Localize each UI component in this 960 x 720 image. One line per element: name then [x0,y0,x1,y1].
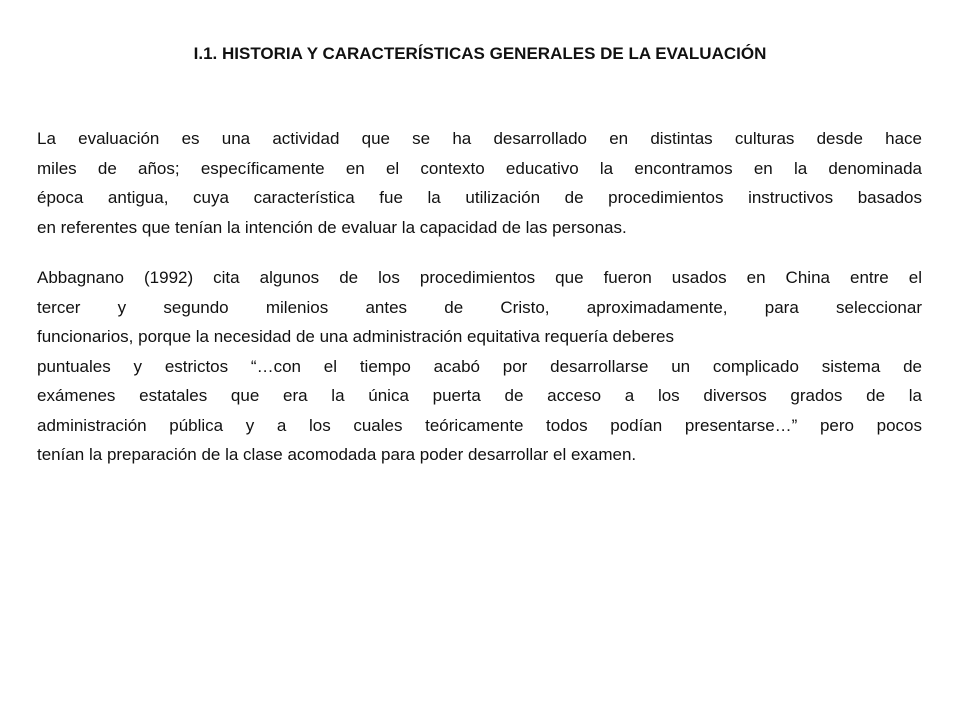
paragraph-1-line-1: La evaluación es una actividad que se ha desarrollado en distintas culturas desde hace [37,129,922,148]
paragraph-2-line-4: puntuales y estrictos “…con el tiempo acabó por desarrollarse un complicado sistema de [37,356,922,376]
paragraph-2 [37,263,922,470]
paragraph-1-line-3: época antigua, cuya característica fue la utilización de procedimientos instructivos basados [37,188,922,207]
paragraph-2-line-3: funcionarios, porque la necesidad de una administración equitativa requería deberes [37,327,674,346]
paragraph-2-line-7: tenían la preparación de la clase acomodada para poder desarrollar el examen. [37,445,637,464]
paragraph-2-line-1: Abbagnano (1992) cita algunos de los procedimientos que fueron usados en China entre el [37,268,922,287]
paragraph-1 [37,124,922,242]
body-text [37,124,922,470]
paragraph-1-line-2: miles de años; específicamente en el contexto educativo la encontramos en la denominada [37,158,922,178]
paragraph-2-line-5: exámenes estatales que era la única puerta de acceso a los diversos grados de la [37,386,922,405]
paragraph-2-line-6: administración pública y a los cuales teóricamente todos podían presentarse…” pero pocos [37,415,922,435]
page-title: I.1. HISTORIA Y CARACTERÍSTICAS GENERALES DE LA EVALUACIÓN [193,44,767,63]
paragraph-1-line-4: en referentes que tenían la intención de evaluar la capacidad de las personas. [37,217,627,237]
paragraph-2-line-2: tercer y segundo milenios antes de Cristo, aproximadamente, para seleccionar [37,297,922,317]
